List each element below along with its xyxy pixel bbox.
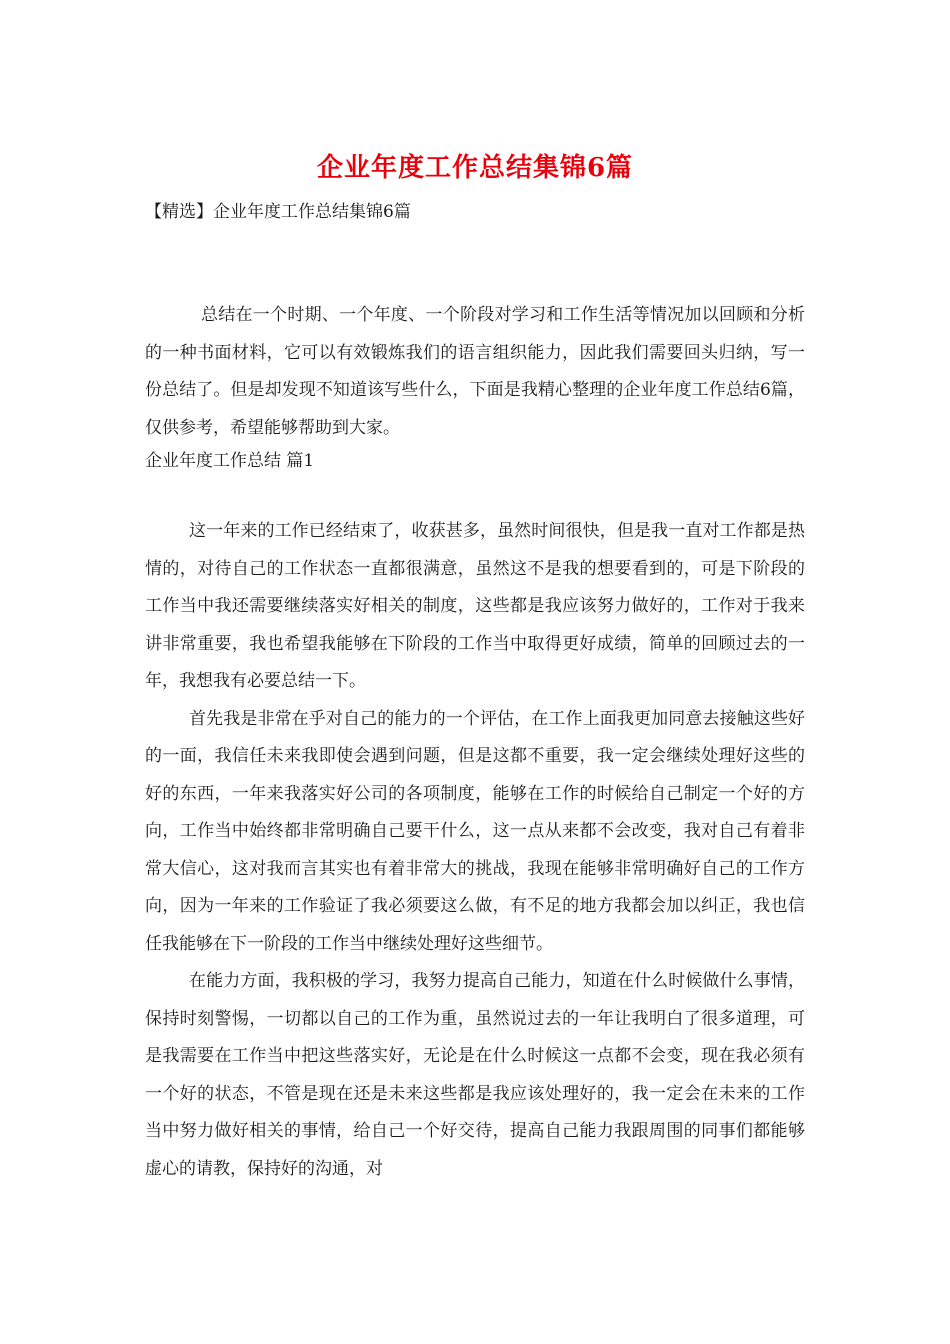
body-paragraph: 首先我是非常在乎对自己的能力的一个评估，在工作上面我更加同意去接触这些好的一面，我信任未来我即使会遇到问题，但是这都不重要，我一定会继续处理好这些的好的东西，一年来我落实好公司的各项制度，能够在工作的时候给自己制定一个好的方向，工作当中始终都非常明确自己要干什么，这一点从来都不会改变，我对自己有着非常大信心，这对我而言其实也有着非常大的挑战，我现在能够非常明确好自己的工作方向，因为一年来的工作验证了我必须要这么做，有不足的地方我都会加以纠正，我也信任我能够在下一阶段的工作当中继续处理好这些细节。 bbox=[145, 708, 805, 954]
section-heading: 企业年度工作总结 篇1 bbox=[145, 451, 315, 471]
body-paragraph: 在能力方面，我积极的学习，我努力提高自己能力，知道在什么时候做什么事情，保持时刻警惕，一切都以自己的工作为重，虽然说过去的一年让我明白了很多道理，可是我需要在工作当中把这些落实好，无论是在什么时候这一点都不会变，现在我必须有一个好的状态，不管是现在还是未来这些都是我应该处理好的，我一定会在未来的工作当中努力做好相关的事情，给自己一个好交待，提高自己能力我跟周围的同事们都能够虚心的请教，保持好的沟通，对 bbox=[145, 971, 805, 1179]
document-subtitle: 【精选】企业年度工作总结集锦6篇 bbox=[145, 202, 411, 222]
body-text bbox=[145, 513, 805, 1188]
document-title: 企业年度工作总结集锦6篇 bbox=[316, 153, 634, 183]
intro-paragraph: 总结在一个时期、一个年度、一个阶段对学习和工作生活等情况加以回顾和分析的一种书面材料，它可以有效锻炼我们的语言组织能力，因此我们需要回头归纳，写一份总结了。但是却发现不知道该写些什么，下面是我精心整理的企业年度工作总结6篇，仅供参考，希望能够帮助到大家。 bbox=[145, 305, 805, 438]
body-paragraph: 这一年来的工作已经结束了，收获甚多，虽然时间很快，但是我一直对工作都是热情的，对待自己的工作状态一直都很满意，虽然这不是我的想要看到的，可是下阶段的工作当中我还需要继续落实好相关的制度，这些都是我应该努力做好的，工作对于我来讲非常重要，我也希望我能够在下阶段的工作当中取得更好成绩，简单的回顾过去的一年，我想我有必要总结一下。 bbox=[145, 521, 805, 691]
